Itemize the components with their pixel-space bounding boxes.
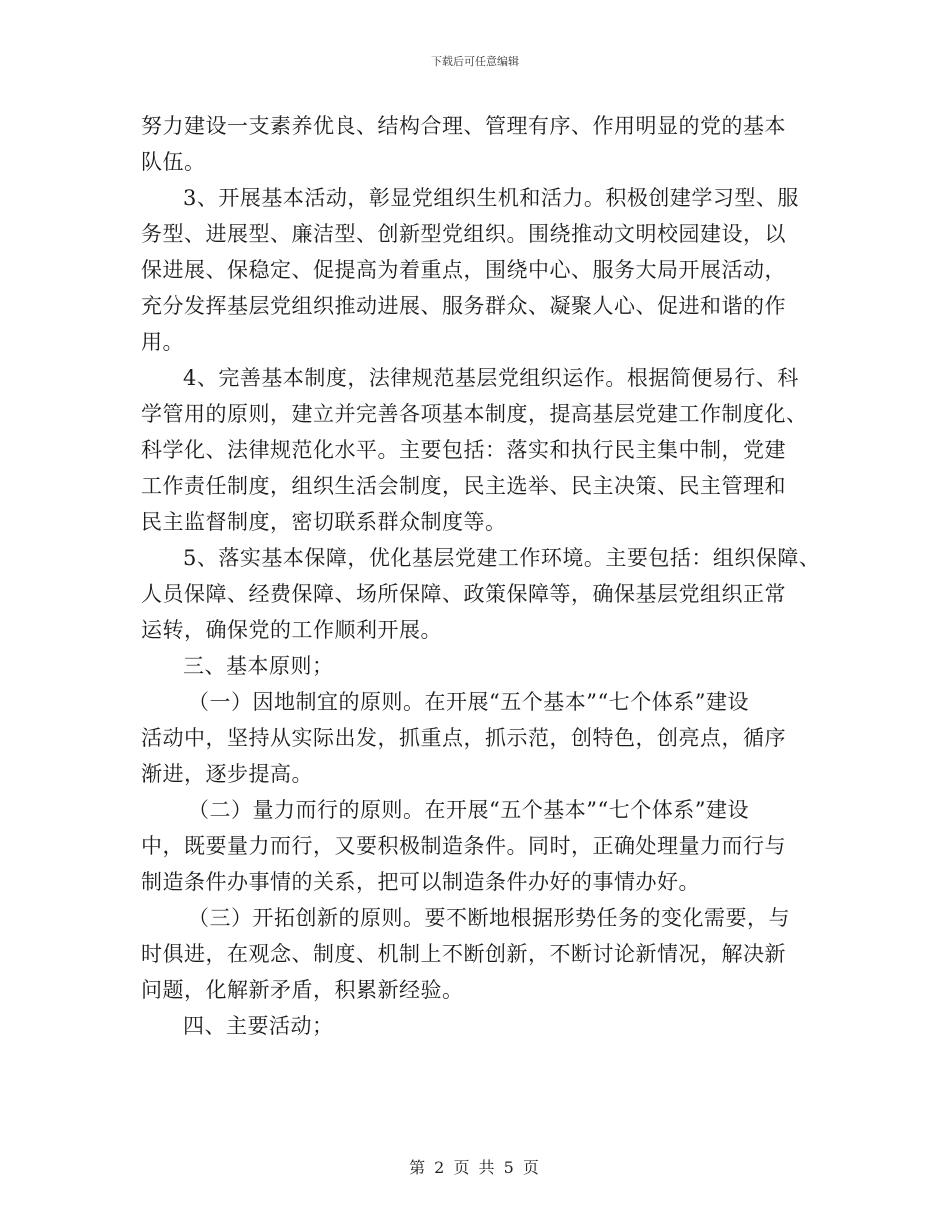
text-line: 学管用的原则，建立并完善各项基本制度，提高基层党建工作制度化、 [141, 402, 808, 426]
text-line: 时俱进，在观念、制度、机制上不断创新，不断讨论新情况，解决新 [141, 942, 786, 966]
text-line: （三）开拓创新的原则。要不断地根据形势任务的变化需要，与 [188, 906, 790, 930]
text-line: 运转，确保党的工作顺利开展。 [141, 618, 442, 642]
text-line: 5、落实基本保障，优化基层党建工作环境。主要包括：组织保障、 [183, 546, 821, 570]
text-line: 4、完善基本制度，法律规范基层党组织运作。根据简便易行、科 [183, 366, 799, 390]
text-line: 努力建设一支素养优良、结构合理、管理有序、作用明显的党的基本 [141, 114, 786, 138]
page-footer: 第 2 页 共 5 页 [409, 1158, 541, 1177]
text-line: 保进展、保稳定、促提高为着重点，围绕中心、服务大局开展活动， [141, 258, 786, 282]
page-header: 下载后可任意编辑 [431, 55, 519, 68]
section-heading: 三、基本原则； [183, 654, 334, 678]
text-line: 制造条件办事情的关系，把可以制造条件办好的事情办好。 [141, 870, 700, 894]
text-line: 渐进，逐步提高。 [141, 762, 313, 786]
text-line: 民主监督制度，密切联系群众制度等。 [141, 510, 507, 534]
text-line: 人员保障、经费保障、场所保障、政策保障等，确保基层党组织正常 [141, 582, 786, 606]
document-body [141, 108, 821, 1044]
text-line: 3、开展基本活动，彰显党组织生机和活力。积极创建学习型、服 [183, 186, 799, 210]
text-line: （一）因地制宜的原则。在开展“五个基本”“七个体系”建设 [188, 690, 749, 714]
text-line: 科学化、法律规范化水平。主要包括：落实和执行民主集中制，党建 [141, 438, 786, 462]
text-line: 充分发挥基层党组织推动进展、服务群众、凝聚人心、促进和谐的作 [141, 294, 786, 318]
text-line: 活动中，坚持从实际出发，抓重点，抓示范，创特色，创亮点，循序 [141, 726, 786, 750]
text-line: （二）量力而行的原则。在开展“五个基本”“七个体系”建设 [188, 798, 749, 822]
text-line: 工作责任制度，组织生活会制度，民主选举、民主决策、民主管理和 [141, 474, 786, 498]
text-line: 问题，化解新矛盾，积累新经验。 [141, 978, 464, 1002]
section-heading: 四、主要活动； [183, 1014, 334, 1038]
text-line: 用。 [141, 330, 184, 354]
text-line: 务型、进展型、廉洁型、创新型党组织。围绕推动文明校园建设，以 [141, 222, 786, 246]
text-line: 队伍。 [141, 150, 206, 174]
text-line: 中，既要量力而行，又要积极制造条件。同时，正确处理量力而行与 [141, 834, 786, 858]
